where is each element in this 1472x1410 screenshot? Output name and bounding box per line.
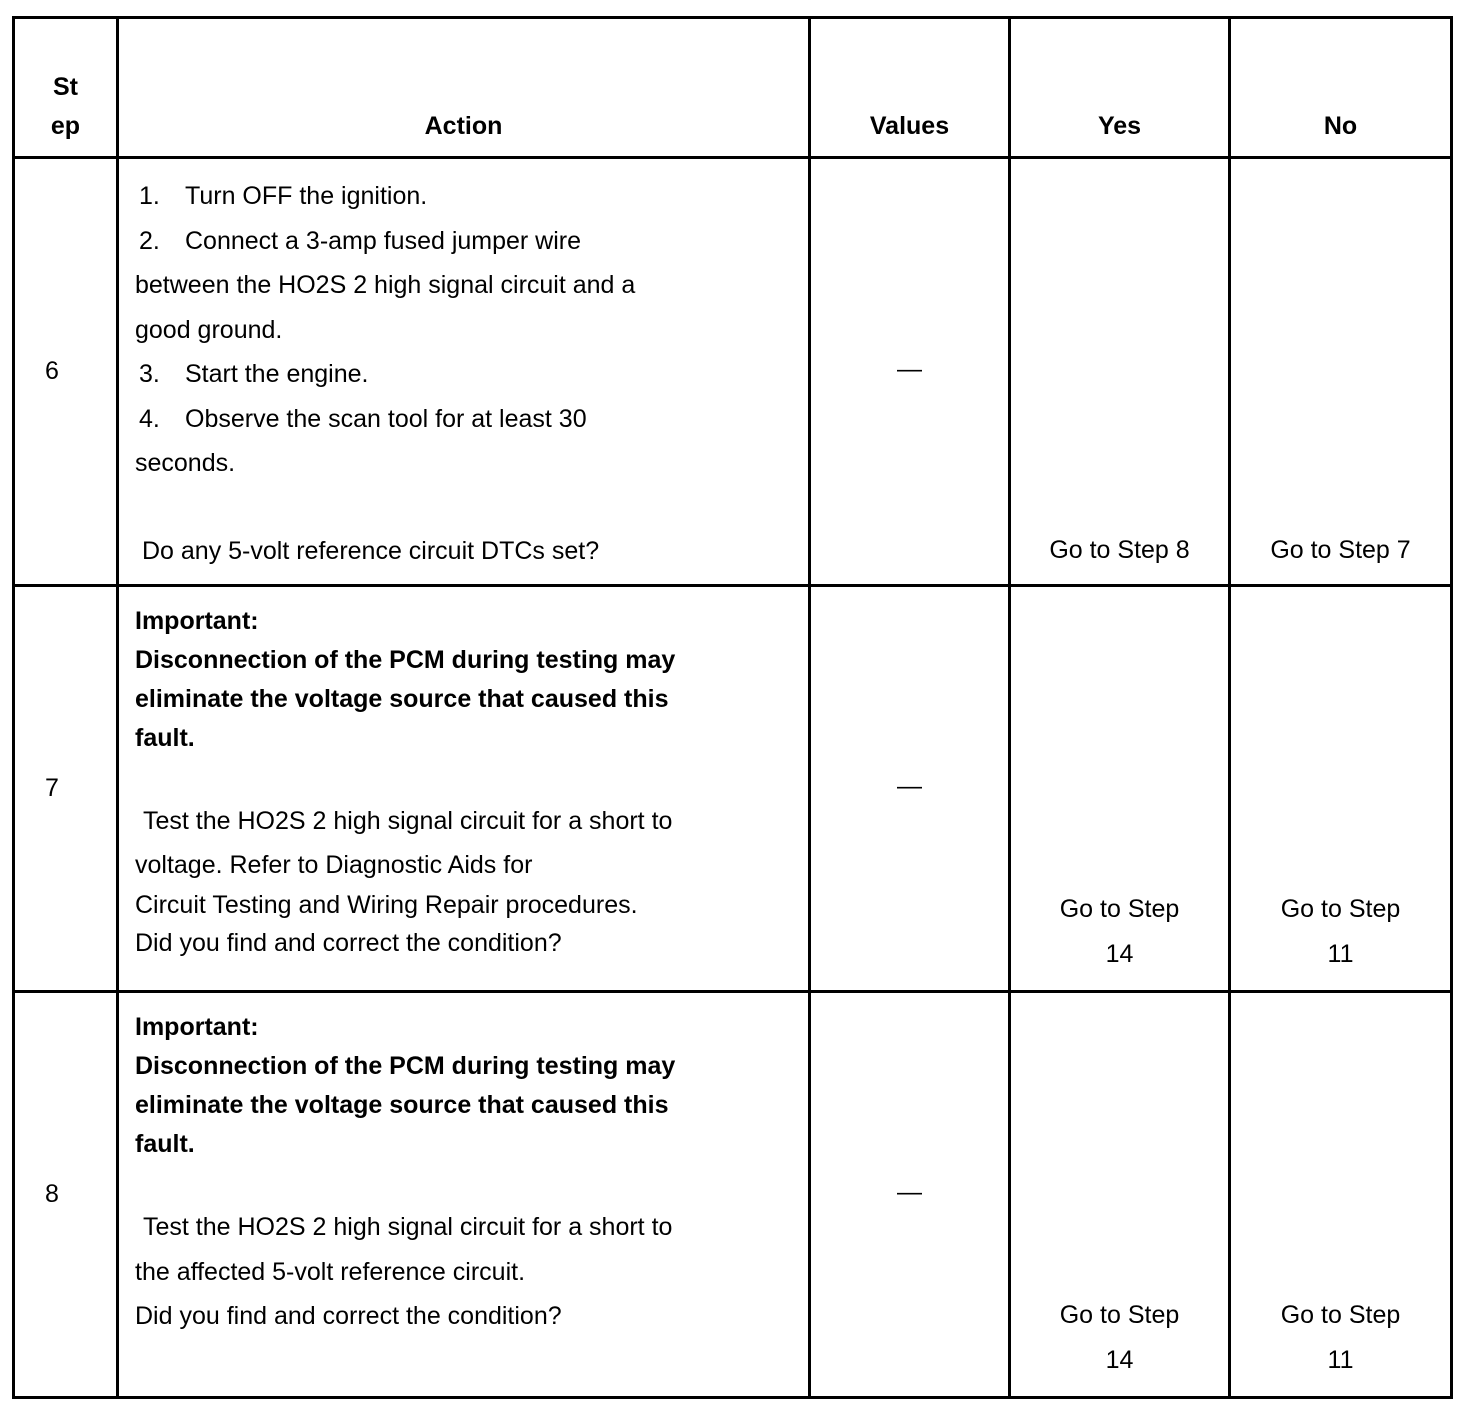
values-cell (810, 158, 1010, 586)
step-cell (14, 992, 118, 1398)
header-step-line1: St (53, 73, 78, 101)
important-line: eliminate the voltage source that caused this (135, 685, 669, 713)
header-action: Action (118, 18, 810, 158)
action-line: 3. Start the engine. (139, 360, 369, 388)
action-line: 2. Connect a 3-amp fused jumper wire (139, 226, 582, 255)
body-line: Did you find and correct the condition? (135, 1302, 562, 1330)
important-line: Disconnection of the PCM during testing may (135, 1052, 676, 1080)
action-line: good ground. (135, 315, 283, 344)
step-number: 6 (45, 357, 59, 385)
important-label: Important: (135, 607, 259, 635)
yes-result: Go to Step 14 (1059, 895, 1180, 968)
values-dash: — (897, 772, 922, 800)
no-result: Go to Step 7 (1270, 536, 1411, 564)
header-step (14, 18, 118, 158)
yes-cell (1010, 586, 1230, 992)
body-line: Test the HO2S 2 high signal circuit for a short to (143, 807, 673, 835)
action-line: between the HO2S 2 high signal circuit and a (135, 271, 636, 299)
yes-result: Go to Step 8 (1049, 536, 1190, 564)
values-cell (810, 586, 1010, 992)
action-text (135, 174, 778, 486)
yes-cell (1010, 992, 1230, 1398)
action-cell (118, 586, 810, 992)
values-dash: — (897, 1178, 922, 1206)
step-number: 7 (45, 774, 59, 802)
values-dash: — (897, 355, 922, 383)
header-no: No (1230, 18, 1452, 158)
no-cell (1230, 586, 1452, 992)
yes-result: Go to Step 14 (1059, 1301, 1180, 1374)
action-body (135, 799, 778, 962)
header-step-line2: ep (50, 112, 81, 140)
header-row (14, 18, 1452, 158)
table-row-step-8 (14, 992, 1452, 1398)
table-row-step-6 (14, 158, 1452, 586)
body-line: Test the HO2S 2 high signal circuit for a short to (143, 1213, 673, 1241)
action-text (135, 602, 778, 758)
action-body (135, 1205, 778, 1339)
body-line: Circuit Testing and Wiring Repair procedures. (135, 890, 638, 919)
action-line: 1. Turn OFF the ignition. (139, 182, 428, 210)
no-cell (1230, 992, 1452, 1398)
table-row-step-7 (14, 586, 1452, 992)
step-cell (14, 158, 118, 586)
action-line: seconds. (135, 449, 236, 477)
body-line: voltage. Refer to Diagnostic Aids for (135, 850, 533, 879)
yes-cell (1010, 158, 1230, 586)
action-line: 4. Observe the scan tool for at least 30 (139, 404, 587, 433)
important-line: fault. (135, 724, 195, 752)
diagnostic-steps-table (12, 16, 1453, 1399)
no-result: Go to Step 11 (1280, 895, 1401, 968)
action-cell (118, 158, 810, 586)
body-line: the affected 5-volt reference circuit. (135, 1257, 526, 1286)
no-cell (1230, 158, 1452, 586)
important-line: Disconnection of the PCM during testing may (135, 646, 676, 674)
important-line: fault. (135, 1130, 195, 1158)
important-line: eliminate the voltage source that caused this (135, 1091, 669, 1119)
important-label: Important: (135, 1013, 259, 1041)
header-values: Values (810, 18, 1010, 158)
step-cell (14, 586, 118, 992)
no-result: Go to Step 11 (1280, 1301, 1401, 1374)
action-question: Do any 5-volt reference circuit DTCs set? (142, 537, 600, 565)
action-cell (118, 992, 810, 1398)
body-line: Did you find and correct the condition? (135, 928, 562, 957)
header-yes: Yes (1010, 18, 1230, 158)
action-text (135, 1008, 778, 1164)
step-number: 8 (45, 1180, 59, 1208)
values-cell (810, 992, 1010, 1398)
